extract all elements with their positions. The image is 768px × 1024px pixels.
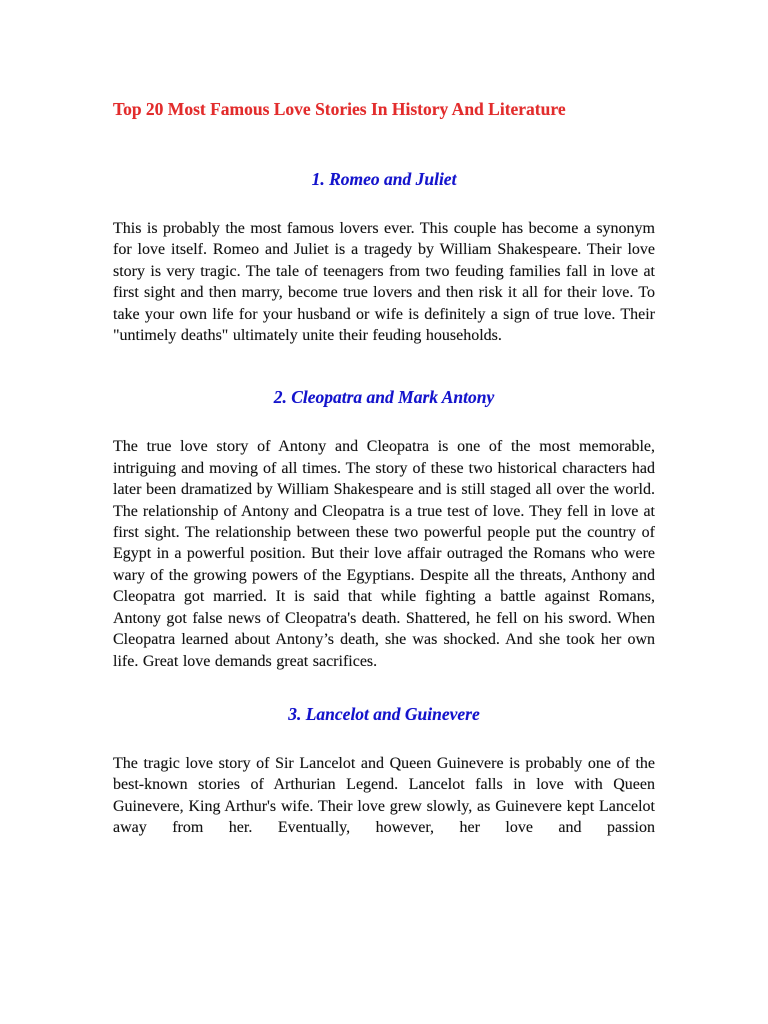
page-title: Top 20 Most Famous Love Stories In History And Literature — [113, 99, 566, 119]
section-paragraph: The true love story of Antony and Cleopatra is one of the most memorable, intriguing and moving of all times. The story of these two historical characters had later been dramatized by William Shakespeare and is still staged all over the world. The relationship of Antony and Cleopatra is a true test of love. They fell in love at first sight. The relationship between these two powerful people put the country of Egypt in a powerful position. But their love affair outraged the Romans who were wary of the growing powers of the Egyptians. Despite all the threats, Anthony and Cleopatra got married. It is said that while fighting a battle against Romans, Antony got false news of Cleopatra's death. Shattered, he fell on his sword. When Cleopatra learned about Antony’s death, she was shocked. And she took her own life. Great love demands great sacrifices. — [113, 438, 655, 670]
section-lancelot-and-guinevere — [113, 703, 655, 839]
section-romeo-and-juliet — [113, 168, 655, 346]
section-paragraph: The tragic love story of Sir Lancelot and Queen Guinevere is probably one of the best-known stories of Arthurian Legend. Lancelot falls in love with Queen Guinevere, King Arthur's wife. Their love grew slowly, as Guinevere kept Lancelot away from her. Eventually, however, her love and passion — [113, 754, 655, 837]
section-cleopatra-and-mark-antony — [113, 386, 655, 671]
section-heading: 1. Romeo and Juliet — [311, 169, 457, 189]
section-heading: 2. Cleopatra and Mark Antony — [273, 387, 495, 408]
section-heading: 3. Lancelot and Guinevere — [288, 703, 480, 724]
section-paragraph: This is probably the most famous lovers ever. This couple has become a synonym for love itself. Romeo and Juliet is a tragedy by William Shakespeare. Their love story is very tragic. The tale of teenagers from two feuding families fall in love at first sight and then marry, become true lovers and then risk it all for their love. To take your own life for your husband or wife is definitely a sign of true love. Their "untimely deaths" ultimately unite their feuding households. — [113, 220, 655, 345]
